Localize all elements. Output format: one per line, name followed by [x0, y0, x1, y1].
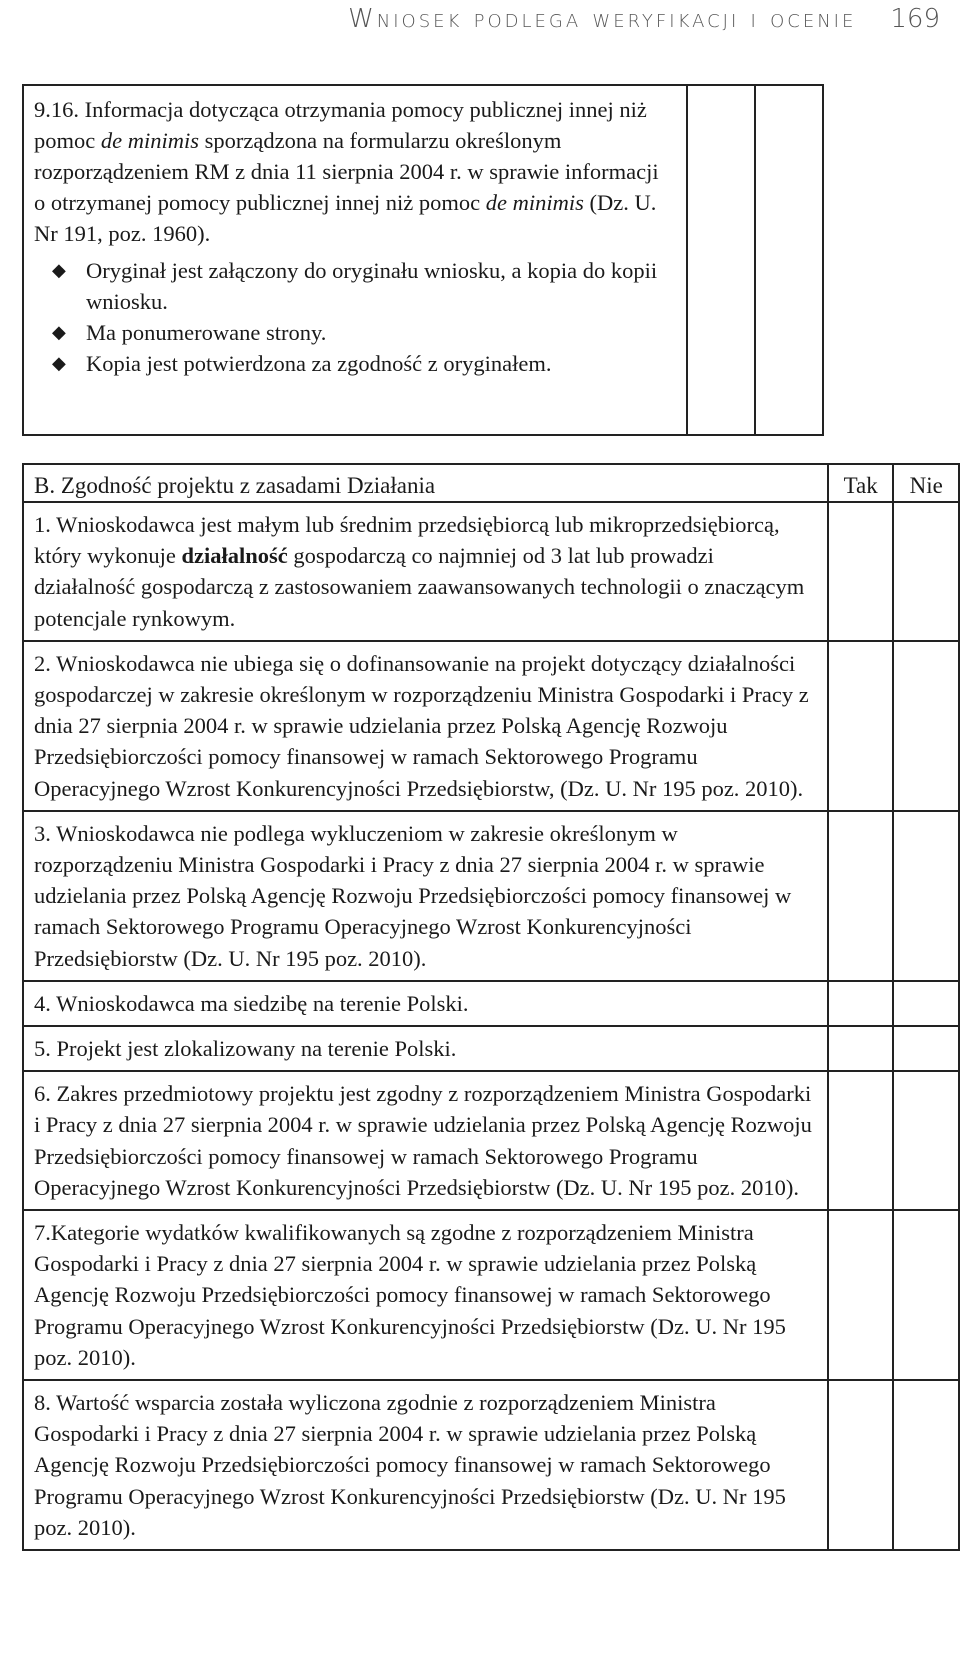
item-text: (Dz. U. Nr 191, poz. 1960). [34, 190, 657, 246]
item-text: sporządzona na formularzu określonym rozporządzeniem RM z dnia 11 sierpnia 2004 r. w sprawie informacji o otrzymanej pomocy publicznej innej niż pomoc [34, 128, 659, 215]
bullet-text: Ma ponumerowane strony. [86, 320, 327, 345]
item-text: 9.16. Informacja dotycząca otrzymania pomocy publicznej innej niż pomoc [34, 97, 647, 153]
diamond-bullet-icon: ◆ [52, 260, 66, 280]
page-number: 169 [890, 4, 940, 34]
table-row [23, 1071, 959, 1210]
tak-cell[interactable] [828, 1210, 894, 1380]
tak-cell[interactable] [828, 641, 894, 811]
criterion-1 [23, 502, 828, 641]
table-row [23, 1210, 959, 1380]
nie-cell[interactable] [893, 1380, 959, 1550]
nie-cell[interactable] [893, 1210, 959, 1380]
attachment-item-9-16 [23, 85, 687, 435]
table-header-row [23, 464, 959, 502]
criteria-table [22, 463, 960, 1551]
criterion-6: 6. Zakres przedmiotowy projektu jest zgodny z rozporządzeniem Ministra Gospodarki i Pracy z dnia 27 sierpnia 2004 r. w sprawie udzielania przez Polską Agencję Rozwoju Przedsiębiorczości pomocy finansowej w ramach Sektorowego Programu Operacyjnego Wzrost Konkurencyjności Przedsiębiorstw (Dz. U. Nr 195 poz. 2010). [23, 1071, 828, 1210]
item-italic: de minimis [485, 190, 584, 215]
item-italic: de minimis [100, 128, 199, 153]
nie-cell[interactable] [893, 641, 959, 811]
nie-cell[interactable] [893, 1026, 959, 1071]
checkbox-cell[interactable] [755, 85, 823, 435]
checkbox-cell[interactable] [687, 85, 755, 435]
tak-cell[interactable] [828, 1071, 894, 1210]
criterion-4: 4. Wnioskodawca ma siedzibę na terenie Polski. [23, 981, 828, 1026]
bullet-text: Kopia jest potwierdzona za zgodność z oryginałem. [86, 351, 552, 376]
list-item [34, 317, 672, 348]
criterion-3: 3. Wnioskodawca nie podlega wykluczeniom w zakresie określonym w rozporządzeniu Ministra Gospodarki i Pracy z dnia 27 sierpnia 2004 r. w sprawie udzielania przez Polską Agencję Rozwoju Przedsiębiorczości pomocy finansowej w ramach Sektorowego Programu Operacyjnego Wzrost Konkurencyjności Przedsiębiorstw (Dz. U. Nr 195 poz. 2010). [23, 811, 828, 981]
column-header-tak: Tak [828, 464, 894, 502]
table-row [23, 1380, 959, 1550]
header-title: Wniosek podlega weryfikacji i ocenie [348, 4, 857, 34]
table-row [23, 641, 959, 811]
table-row [23, 502, 959, 641]
criterion-bold-text: działalność [181, 543, 288, 569]
tak-cell[interactable] [828, 811, 894, 981]
list-item [34, 348, 672, 379]
running-header [300, 4, 940, 44]
nie-cell[interactable] [893, 811, 959, 981]
tak-cell[interactable] [828, 1026, 894, 1071]
criterion-8: 8. Wartość wsparcia została wyliczona zgodnie z rozporządzeniem Ministra Gospodarki i Pracy z dnia 27 sierpnia 2004 r. w sprawie udzielania przez Polską Agencję Rozwoju Przedsiębiorczości pomocy finansowej w ramach Sektorowego Programu Operacyjnego Wzrost Konkurencyjności Przedsiębiorstw (Dz. U. Nr 195 poz. 2010). [23, 1380, 828, 1550]
bullet-list [34, 255, 672, 379]
table-row [23, 811, 959, 981]
list-item [34, 255, 672, 317]
nie-cell[interactable] [893, 502, 959, 641]
nie-cell[interactable] [893, 1071, 959, 1210]
criterion-7: 7.Kategorie wydatków kwalifikowanych są zgodne z rozporządzeniem Ministra Gospodarki i Pracy z dnia 27 sierpnia 2004 r. w sprawie udzielania przez Polską Agencję Rozwoju Przedsiębiorczości pomocy finansowej w ramach Sektorowego Programu Operacyjnego Wzrost Konkurencyjności Przedsiębiorstw (Dz. U. Nr 195 poz. 2010). [23, 1210, 828, 1380]
section-title: B. Zgodność projektu z zasadami Działania [23, 464, 828, 502]
nie-cell[interactable] [893, 981, 959, 1026]
attachment-table [22, 84, 824, 436]
table-row [23, 981, 959, 1026]
column-header-nie: Nie [893, 464, 959, 502]
diamond-bullet-icon: ◆ [52, 353, 66, 373]
criterion-text: gospodarczą co najmniej od 3 lat lub prowadzi działalność gospodarczą z zastosowaniem zaawansowanych technologii o znaczącym potencjale rynkowym. [34, 543, 805, 631]
tak-cell[interactable] [828, 981, 894, 1026]
criterion-5: 5. Projekt jest zlokalizowany na terenie Polski. [23, 1026, 828, 1071]
diamond-bullet-icon: ◆ [52, 322, 66, 342]
criterion-2: 2. Wnioskodawca nie ubiega się o dofinansowanie na projekt dotyczący działalności gospodarczej w zakresie określonym w rozporządzeniu Ministra Gospodarki i Pracy z dnia 27 sierpnia 2004 r. w sprawie udzielania przez Polską Agencję Rozwoju Przedsiębiorczości pomocy finansowej w ramach Sektorowego Programu Operacyjnego Wzrost Konkurencyjności Przedsiębiorstw, (Dz. U. Nr 195 poz. 2010). [23, 641, 828, 811]
bullet-text: Oryginał jest załączony do oryginału wniosku, a kopia do kopii wniosku. [86, 258, 658, 314]
criterion-text: 1. Wnioskodawca jest małym lub średnim przedsiębiorcą lub mikroprzedsiębiorcą, który wykonuje [34, 512, 780, 569]
table-row [23, 85, 824, 435]
tak-cell[interactable] [828, 1380, 894, 1550]
tak-cell[interactable] [828, 502, 894, 641]
table-edge [823, 85, 824, 435]
table-row [23, 1026, 959, 1071]
